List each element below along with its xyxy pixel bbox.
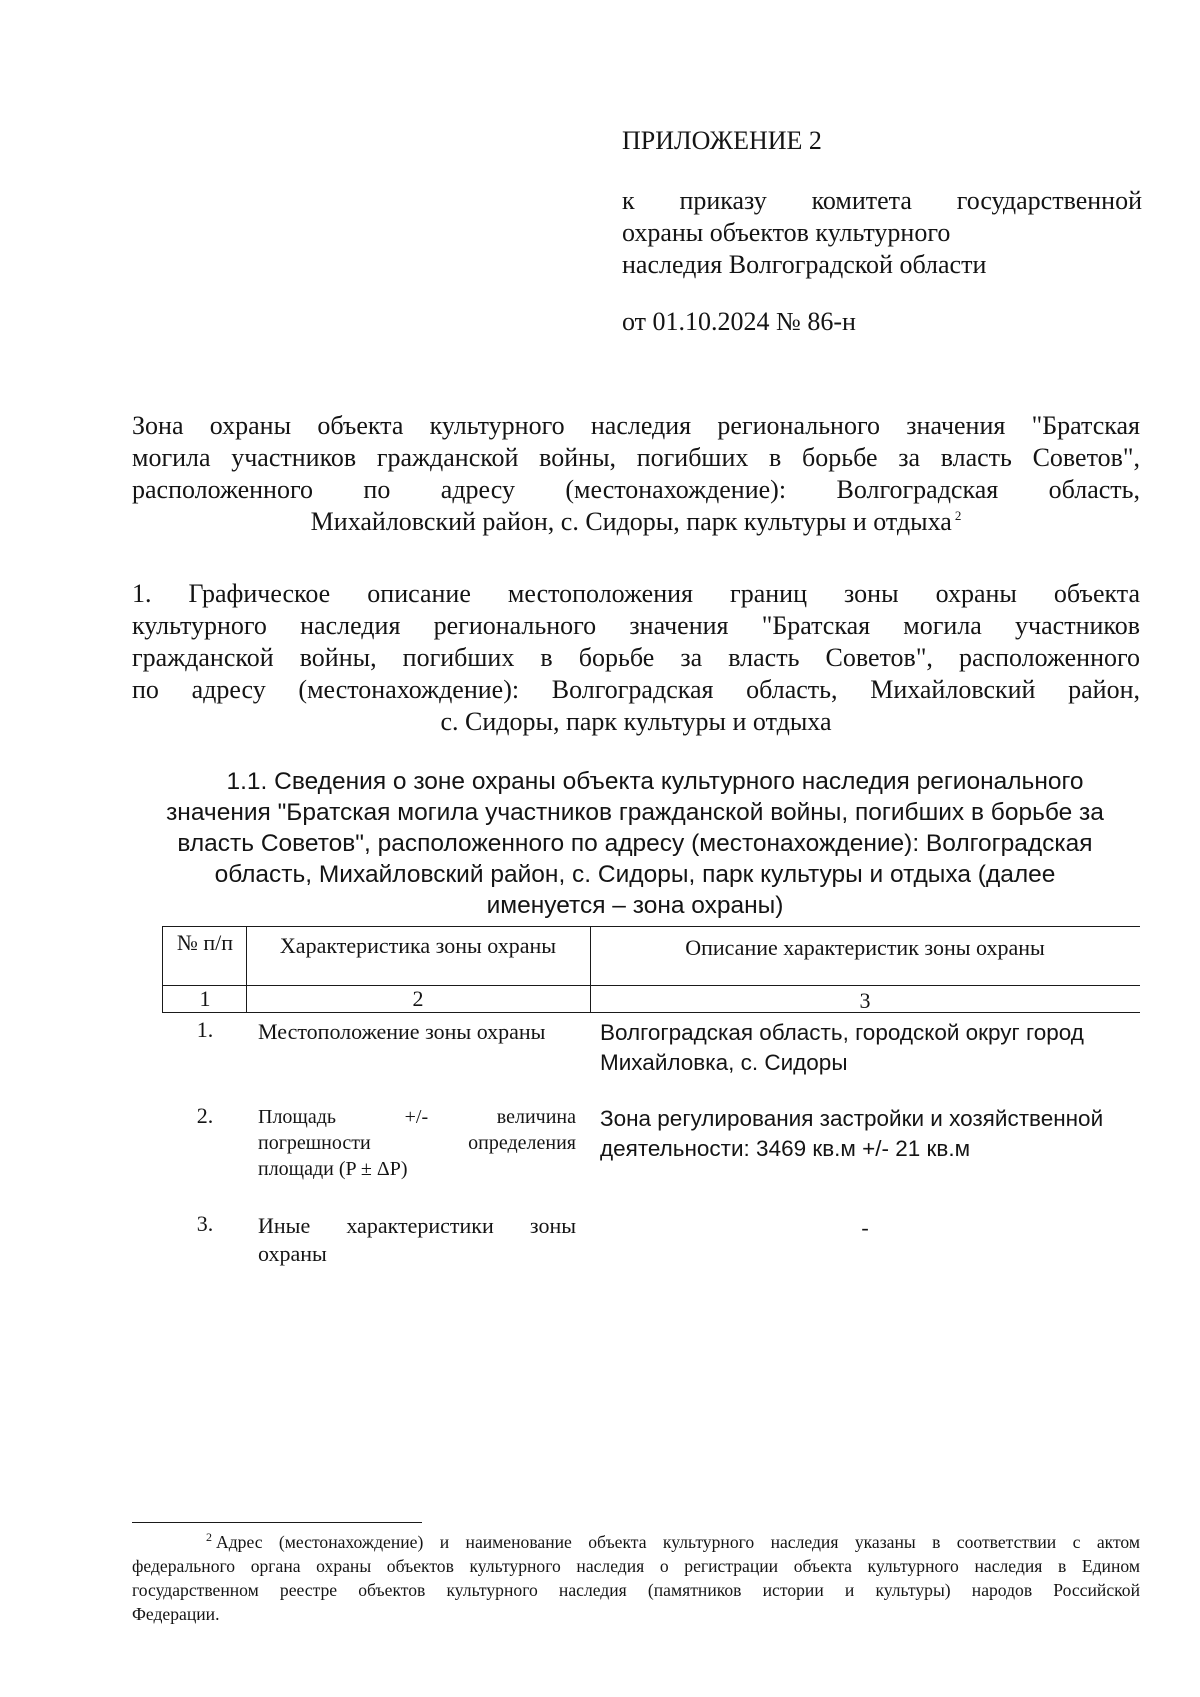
title-line: Михайловский район, с. Сидоры, парк культуры и отдыха [310, 507, 952, 536]
table-col-divider [246, 926, 247, 1012]
title-line: Зона охраны объекта культурного наследия регионального значения "Братская [132, 411, 1140, 440]
row-characteristic-line: погрешности определения [258, 1132, 576, 1154]
section-1-line: с. Сидоры, парк культуры и отдыха [440, 707, 832, 736]
column-number: 3 [859, 988, 871, 1013]
row-characteristic-line: охраны [258, 1241, 327, 1266]
section-1-1-line: именуется – зона охраны) [486, 892, 784, 919]
appendix-title: ПРИЛОЖЕНИЕ 2 [622, 126, 822, 155]
appendix-reference-line: охраны объектов культурного [622, 218, 951, 247]
row-number: 3. [196, 1211, 214, 1236]
footnote-line: Адрес (местонахождение) и наименование объекта культурного наследия указаны в соответствии с актом [216, 1532, 1140, 1552]
section-1-1-line: область, Михайловский район, с. Сидоры, парк культуры и отдыха (далее [214, 861, 1056, 888]
header-characteristic: Характеристика зоны охраны [279, 933, 557, 958]
header-number: № п/п [176, 930, 234, 955]
footnote-line-first [132, 1530, 1140, 1554]
row-description: - [861, 1215, 869, 1240]
row-description-line: Михайловка, с. Сидоры [600, 1050, 848, 1075]
row-number: 1. [196, 1017, 214, 1042]
footnote-separator [132, 1522, 422, 1523]
title-line: могила участников гражданской войны, погибших в борьбе за власть Советов", [132, 443, 1140, 472]
row-characteristic [258, 1212, 576, 1268]
row-description-line: Волгоградская область, городской округ город [600, 1020, 1084, 1045]
row-characteristic-line: площади (P ± ΔP) [258, 1158, 408, 1180]
table-top-border [162, 926, 1140, 927]
column-number: 1 [199, 986, 211, 1011]
footnote-line: государственном реестре объектов культурного наследия (памятников истории и культуры) народов Российской [132, 1580, 1140, 1600]
table-left-border [162, 926, 163, 1012]
row-number: 2. [196, 1103, 214, 1128]
appendix-reference-line: наследия Волгоградской области [622, 250, 987, 279]
section-1-line: гражданской войны, погибших в борьбе за власть Советов", расположенного [132, 643, 1140, 672]
appendix-date: от 01.10.2024 № 86-н [622, 307, 856, 336]
section-1-line: культурного наследия регионального значения "Братская могила участников [132, 611, 1140, 640]
row-characteristic [258, 1104, 576, 1182]
row-description-line: Зона регулирования застройки и хозяйственной [600, 1106, 1104, 1131]
row-description-line: деятельности: 3469 кв.м +/- 21 кв.м [600, 1136, 971, 1161]
column-number: 2 [412, 986, 424, 1011]
section-1-1-line: значения "Братская могила участников гражданской войны, погибших в борьбе за [166, 799, 1104, 826]
footnote-mark: 2 [206, 1530, 212, 1545]
row-characteristic-line: Площадь +/- величина [258, 1106, 576, 1128]
section-1-line: 1. Графическое описание местоположения границ зоны охраны объекта [132, 579, 1140, 608]
header-description: Описание характеристик зоны охраны [685, 935, 1045, 960]
table-col-divider [590, 926, 591, 1012]
footnote-line: Федерации. [132, 1604, 220, 1624]
row-characteristic: Местоположение зоны охраны [258, 1019, 546, 1044]
title-line: расположенного по адресу (местонахождение): Волгоградская область, [132, 475, 1140, 504]
footnote-reference: 2 [954, 508, 962, 524]
section-1-1-line: власть Советов", расположенного по адресу (местонахождение): Волгоградская [177, 830, 1093, 857]
row-description [600, 1104, 1140, 1164]
appendix-reference-line: к приказу комитета государственной [622, 186, 1142, 215]
row-description [600, 1018, 1140, 1078]
footnote-line: федерального органа охраны объектов культурного наследия о регистрации объекта культурного наследия в Едином [132, 1556, 1140, 1576]
section-1-line: по адресу (местонахождение): Волгоградская область, Михайловский район, [132, 675, 1140, 704]
section-1-1-line: 1.1. Сведения о зоне охраны объекта культурного наследия регионального [226, 768, 1084, 795]
row-characteristic-line: Иные характеристики зоны [258, 1213, 576, 1238]
footnote [132, 1530, 1140, 1626]
